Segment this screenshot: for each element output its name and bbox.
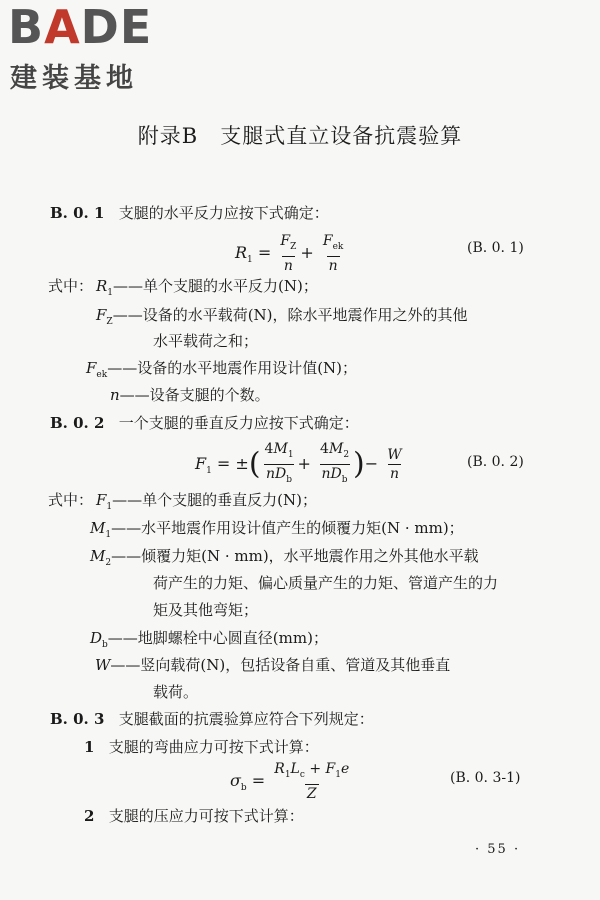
clause-b03: B. 0. 3 支腿截面的抗震验算应符合下列规定：	[50, 710, 374, 728]
definition-row: $F_1——$单个支腿的垂直反力(N)；	[96, 491, 317, 512]
list-item: 2 支腿的压应力可按下式计算：	[84, 807, 304, 825]
defs-prefix: 式中：	[48, 491, 94, 509]
logo-chinese: 建装基地	[10, 63, 138, 94]
definition-row: W——竖向载荷(N)，包括设备自重、管道及其他垂直	[95, 656, 451, 674]
definition-row: n——设备支腿的个数。	[110, 386, 270, 404]
page-number: · 55 ·	[475, 842, 521, 857]
definition-row: $M_2——$倾覆力矩(N · mm)，水平地震作用之外其他水平载	[90, 547, 479, 568]
definition-row: $R_1——$单个支腿的水平反力(N)；	[96, 277, 318, 298]
equation-number: (B. 0. 3-1)	[450, 770, 521, 786]
definition-continuation: 水平载荷之和；	[153, 332, 259, 350]
defs-prefix: 式中：	[48, 277, 94, 295]
logo-wordmark: BADE	[8, 0, 153, 54]
definition-row: $F_Z——$设备的水平载荷(N)，除水平地震作用之外的其他	[96, 306, 468, 327]
page-title: 附录B 支腿式直立设备抗震验算	[137, 124, 463, 148]
definition-continuation: 荷产生的力矩、偏心质量产生的力矩、管道产生的力	[153, 574, 499, 592]
list-item: 1 支腿的弯曲应力可按下式计算：	[84, 738, 319, 756]
definition-row: $D_b——$地脚螺栓中心圆直径(mm)；	[90, 629, 328, 650]
formula-b02: $F_1$ = ±( $\frac{4M_1}{nD_b}$ + $\frac{4M_2}{nD_b}$ )− $\frac{W}{n}$	[195, 440, 406, 489]
definition-continuation: 矩及其他弯矩；	[153, 601, 259, 619]
definition-continuation: 载荷。	[153, 683, 199, 701]
definition-row: $M_1——$水平地震作用设计值产生的倾覆力矩(N · mm)；	[90, 519, 464, 540]
clause-b02: B. 0. 2 一个支腿的垂直反力应按下式确定：	[50, 414, 359, 432]
clause-b01: B. 0. 1 支腿的水平反力应按下式确定：	[50, 204, 329, 222]
formula-b03-1: $\sigma_b$ = $\frac{R_1L_c + F_1e}{Z}$	[230, 761, 350, 802]
equation-number: (B. 0. 1)	[467, 240, 524, 256]
formula-b01: $R_1$ = $\frac{F_Z}{n}$ + $\frac{F_{ek}}{n}$	[235, 233, 344, 274]
definition-row: $F_{ek}——$设备的水平地震作用设计值(N)；	[86, 359, 358, 380]
equation-number: (B. 0. 2)	[467, 454, 524, 470]
